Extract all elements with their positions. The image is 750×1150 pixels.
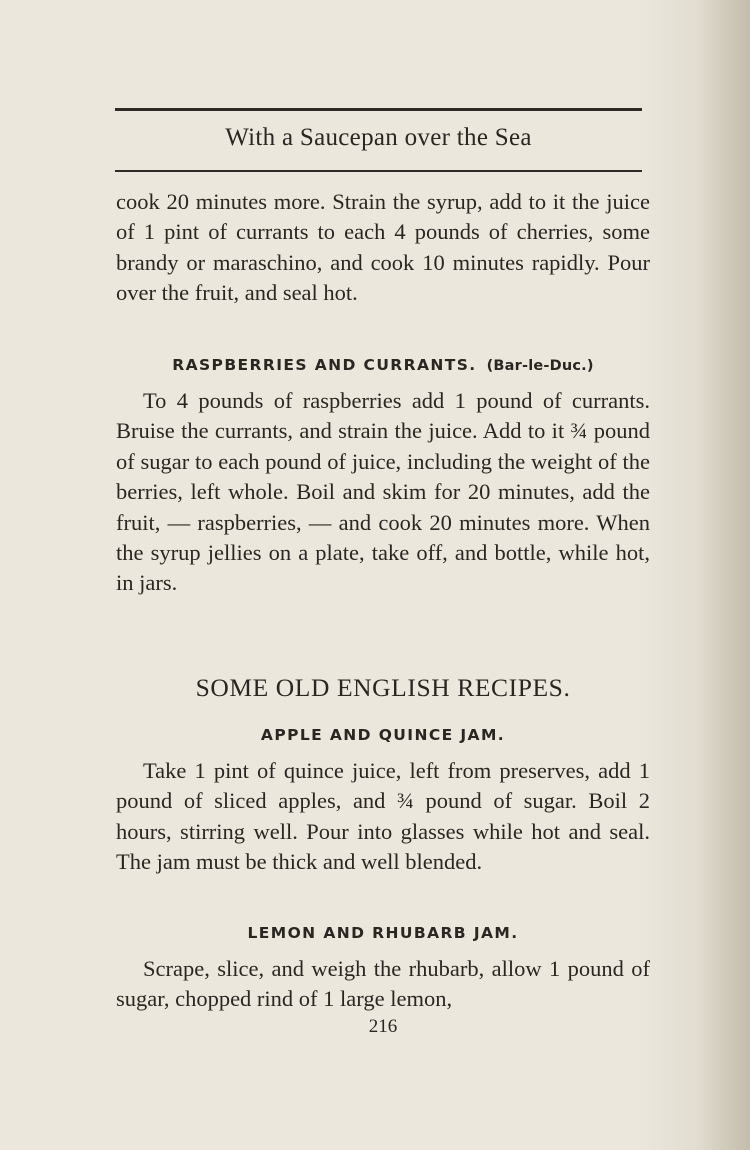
section-title-block — [116, 673, 650, 703]
continued-paragraph-block — [116, 187, 650, 309]
recipe-heading-note: (Bar-le-Duc.) — [486, 358, 594, 374]
recipe-heading — [116, 356, 650, 374]
running-head: With a Saucepan over the Sea — [225, 124, 532, 151]
recipe-raspberries-body-block — [116, 386, 650, 599]
recipe-heading-title: RASPBERRIES AND CURRANTS. — [172, 356, 477, 374]
recipe-paragraph: Take 1 pint of quince juice, left from preserves, add 1 pound of sliced apples, and ¾ pound of sugar. Boil 2 hours, stirring well. Pour into glasses while hot and seal. The jam must be thick and well blended. — [116, 758, 650, 875]
header-rule-bottom — [115, 170, 642, 172]
recipe-apple-quince-heading-block — [116, 726, 650, 744]
section-title: SOME OLD ENGLISH RECIPES. — [195, 673, 571, 702]
page-number: 216 — [368, 1016, 398, 1037]
recipe-lemon-rhubarb-heading-block — [116, 924, 650, 942]
recipe-lemon-rhubarb-body-block — [116, 954, 650, 1015]
recipe-heading: LEMON AND RHUBARB JAM. — [247, 924, 519, 942]
continued-paragraph: cook 20 minutes more. Strain the syrup, add to it the juice of 1 pint of currants to each 4 pounds of cherries, some brandy or maraschino, and cook 10 minutes rapidly. Pour over the fruit, and seal hot. — [116, 189, 650, 306]
header-rule-top — [115, 108, 642, 111]
recipe-raspberries-heading-block — [116, 356, 650, 374]
recipe-apple-quince-body-block — [116, 756, 650, 878]
recipe-heading: APPLE AND QUINCE JAM. — [260, 726, 506, 744]
recipe-paragraph: Scrape, slice, and weigh the rhubarb, allow 1 pound of sugar, chopped rind of 1 large lemon, — [116, 956, 650, 1012]
recipe-paragraph: To 4 pounds of raspberries add 1 pound of currants. Bruise the currants, and strain the juice. Add to it ¾ pound of sugar to each pound of juice, including the weight of the berries, left whole. Boil and skim for 20 minutes, add the fruit, — raspberries, — and cook 20 minutes more. When the syrup jellies on a plate, take off, and bottle, while hot, in jars. — [116, 388, 650, 596]
